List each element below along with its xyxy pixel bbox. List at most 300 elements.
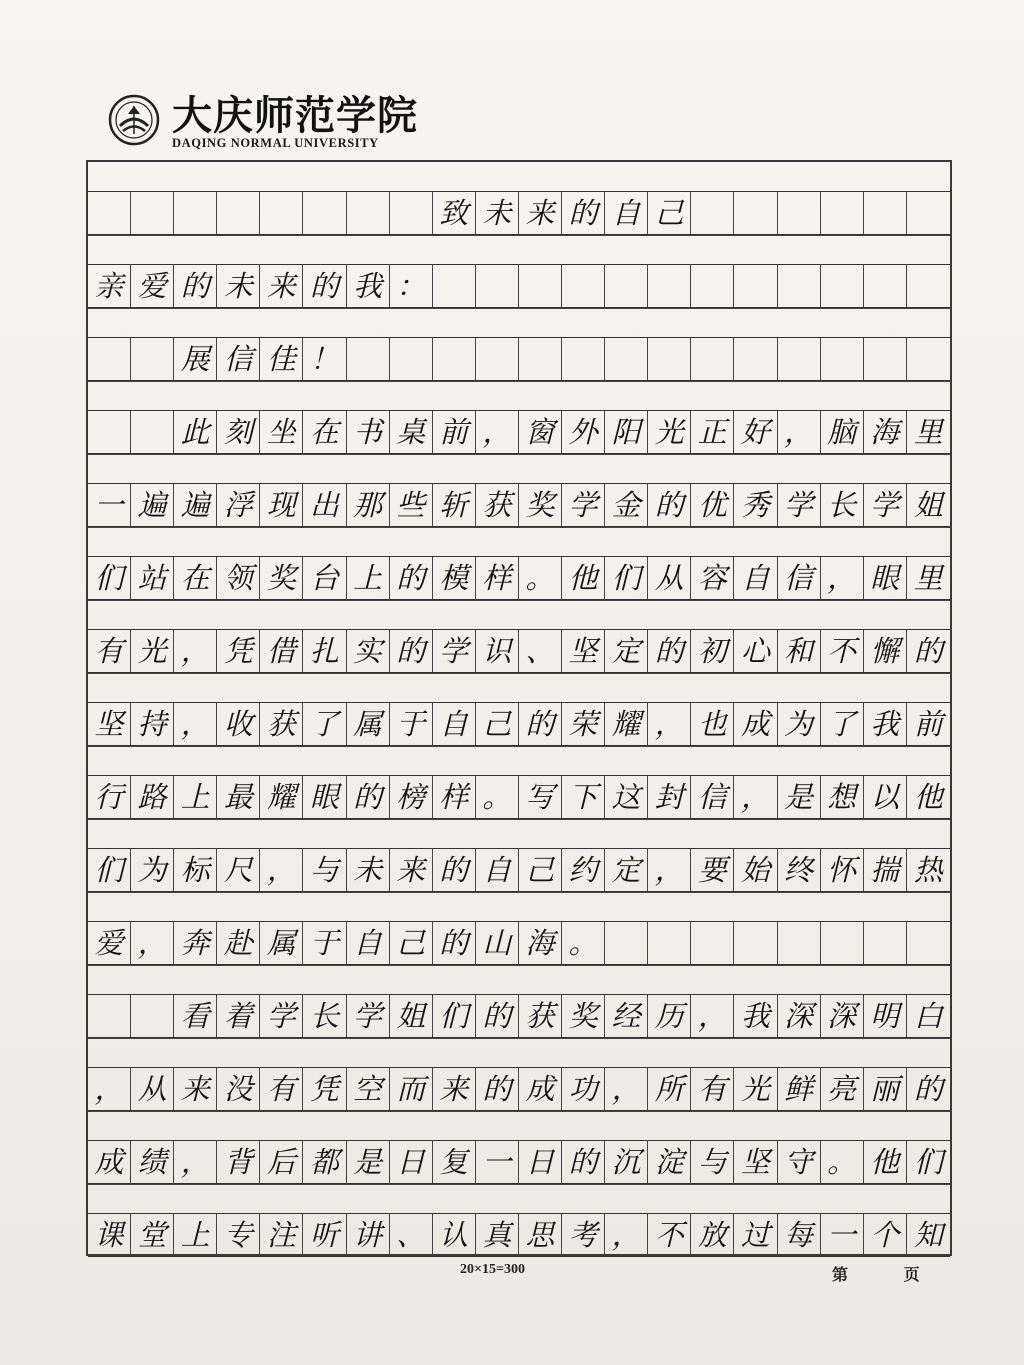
grid-cell: 的 (303, 265, 346, 307)
grid-cell: 是 (347, 1141, 390, 1183)
grid-cell: 榜 (390, 776, 433, 818)
grid-cell: 耀 (605, 703, 648, 745)
grid-cell: 初 (691, 630, 734, 672)
grid-row (88, 600, 950, 673)
grid-cell (691, 922, 734, 964)
grid-cell: 都 (303, 1141, 346, 1183)
grid-cell: 桌 (390, 411, 433, 453)
grid-cell: 信 (778, 557, 821, 599)
grid-cell: 的 (476, 1068, 519, 1110)
grid-cell: ， (821, 557, 864, 599)
grid-cell: 优 (691, 484, 734, 526)
grid-cell: 奖 (519, 484, 562, 526)
grid-cell: 空 (347, 1068, 390, 1110)
grid-cell: 怀 (821, 849, 864, 891)
grid-cell: 路 (131, 776, 174, 818)
grid-cell: 上 (174, 776, 217, 818)
grid-cell: ， (691, 995, 734, 1037)
grid-cell: 了 (303, 703, 346, 745)
grid-cell: ， (174, 1141, 217, 1183)
grid-cell: 的 (913, 633, 943, 668)
grid-cell: 看 (174, 995, 217, 1037)
grid-cell: 听 (303, 1214, 346, 1256)
grid-cell: 己 (648, 192, 691, 234)
grid-cell: 背 (217, 1141, 260, 1183)
grid-cell: 在 (303, 411, 346, 453)
grid-cell: 佳 (260, 338, 303, 380)
grid-cell: 所 (648, 1068, 691, 1110)
grid-cell: 斩 (433, 484, 476, 526)
grid-cell: 、 (390, 1214, 433, 1256)
grid-cell: 堂 (131, 1214, 174, 1256)
grid-cell (907, 265, 950, 307)
grid-cell: 也 (691, 703, 734, 745)
grid-cell (821, 338, 864, 380)
grid-cell: ！ (303, 338, 346, 380)
grid-cell: 遍 (174, 484, 217, 526)
grid-cell (390, 192, 433, 234)
grid-cell: 没 (217, 1068, 260, 1110)
grid-cell: 淀 (648, 1141, 691, 1183)
grid-row (88, 1184, 950, 1257)
grid-cell (390, 338, 433, 380)
grid-cell (605, 265, 648, 307)
row-cells (88, 775, 950, 819)
grid-cell: 热 (913, 852, 943, 887)
grid-cell: 定 (605, 849, 648, 891)
grid-cell: 来 (433, 1068, 476, 1110)
grid-cell: 个 (864, 1214, 907, 1256)
grid-cell (821, 265, 864, 307)
grid-row (88, 819, 950, 892)
grid-cell (347, 338, 390, 380)
grid-cell (131, 995, 174, 1037)
grid-cell: 学 (260, 995, 303, 1037)
grid-cell: 标 (174, 849, 217, 891)
grid-cell: ， (131, 922, 174, 964)
grid-cell: 姐 (913, 487, 943, 522)
grid-row (88, 892, 950, 965)
row-spacer (88, 746, 950, 775)
grid-cell: 自 (347, 922, 390, 964)
grid-cell: 讲 (347, 1214, 390, 1256)
row-cells (88, 191, 950, 235)
grid-cell (778, 265, 821, 307)
grid-cell: 长 (821, 484, 864, 526)
school-name-en: DAQING NORMAL UNIVERSITY (172, 136, 379, 150)
grid-cell: 一 (821, 1214, 864, 1256)
grid-cell: 在 (174, 557, 217, 599)
grid-cell (131, 192, 174, 234)
grid-cell: 鲜 (778, 1068, 821, 1110)
grid-cell: ， (648, 703, 691, 745)
grid-cell: 有 (88, 630, 131, 672)
grid-cell: 亮 (821, 1068, 864, 1110)
grid-cell: 放 (691, 1214, 734, 1256)
grid-cell: 实 (347, 630, 390, 672)
grid-cell: 约 (562, 849, 605, 891)
grid-cell (562, 338, 605, 380)
grid-cell: ， (260, 849, 303, 891)
grid-cell: 获 (519, 995, 562, 1037)
grid-row (88, 1111, 950, 1184)
grid-cell: 样 (476, 557, 519, 599)
grid-cell: 外 (562, 411, 605, 453)
page-number-label: 第 页 (832, 1265, 920, 1284)
grid-cell: 明 (864, 995, 907, 1037)
grid-cell (691, 192, 734, 234)
grid-cell: 属 (260, 922, 303, 964)
grid-cell: 里 (913, 414, 943, 449)
row-cells (88, 1067, 950, 1111)
grid-cell: 爱 (131, 265, 174, 307)
grid-cell: 海 (864, 411, 907, 453)
grid-cell: 我 (864, 703, 907, 745)
grid-cell: 懈 (864, 630, 907, 672)
grid-row (88, 965, 950, 1038)
grid-cell: 自 (476, 849, 519, 891)
grid-cell: 亲 (88, 265, 131, 307)
row-spacer (88, 1184, 950, 1213)
grid-cell: ， (174, 703, 217, 745)
grid-cell: 。 (519, 557, 562, 599)
grid-cell: 专 (217, 1214, 260, 1256)
grid-cell: 每 (778, 1214, 821, 1256)
grid-cell: 。 (821, 1141, 864, 1183)
grid-cell: 最 (217, 776, 260, 818)
grid-cell: 现 (260, 484, 303, 526)
grid-cell: 来 (519, 192, 562, 234)
grid-cell: 封 (648, 776, 691, 818)
grid-cell (217, 192, 260, 234)
row-cells (88, 702, 950, 746)
grid-cell: 获 (476, 484, 519, 526)
grid-row (88, 308, 950, 381)
grid-cell: 持 (131, 703, 174, 745)
grid-cell: 窗 (519, 411, 562, 453)
grid-cell: 姐 (390, 995, 433, 1037)
grid-cell: 刻 (217, 411, 260, 453)
grid-cell (88, 338, 131, 380)
grid-cell (88, 995, 131, 1037)
grid-cell: ， (734, 776, 777, 818)
grid-cell: 耀 (260, 776, 303, 818)
row-spacer (88, 308, 950, 337)
grid-cell: 那 (347, 484, 390, 526)
grid-cell (174, 192, 217, 234)
grid-cell: 想 (821, 776, 864, 818)
grid-cell: 收 (217, 703, 260, 745)
grid-cell: 一 (88, 484, 131, 526)
row-cells (88, 264, 950, 308)
grid-cell: 此 (174, 411, 217, 453)
grid-cell: 白 (913, 998, 943, 1033)
grid-cell (648, 338, 691, 380)
grid-cell: 学 (864, 484, 907, 526)
grid-cell (821, 192, 864, 234)
grid-cell: 浮 (217, 484, 260, 526)
grid-cell: 凭 (217, 630, 260, 672)
grid-cell (605, 922, 648, 964)
grid-cell: 始 (734, 849, 777, 891)
row-spacer (88, 819, 950, 848)
composition-grid (86, 160, 952, 1256)
row-spacer (88, 892, 950, 921)
grid-cell (347, 192, 390, 234)
grid-cell: 的 (433, 922, 476, 964)
grid-cell: 成 (519, 1068, 562, 1110)
grid-cell (907, 192, 950, 234)
grid-cell: 成 (88, 1141, 131, 1183)
grid-cell: ， (648, 849, 691, 891)
grid-cell: 考 (562, 1214, 605, 1256)
grid-cell: 注 (260, 1214, 303, 1256)
row-spacer (88, 454, 950, 483)
grid-cell: 有 (691, 1068, 734, 1110)
row-cells (88, 556, 950, 600)
grid-cell: 从 (131, 1068, 174, 1110)
grid-cell: 终 (778, 849, 821, 891)
grid-cell: 历 (648, 995, 691, 1037)
grid-cell: 信 (217, 338, 260, 380)
grid-cell (734, 338, 777, 380)
grid-cell: 己 (390, 922, 433, 964)
grid-cell: 丽 (864, 1068, 907, 1110)
grid-cell: ， (778, 411, 821, 453)
grid-cell: 上 (174, 1214, 217, 1256)
grid-cell: 着 (217, 995, 260, 1037)
grid-cell: 们 (88, 557, 131, 599)
row-cells (88, 483, 950, 527)
grid-cell: 的 (519, 703, 562, 745)
grid-cell: 的 (390, 630, 433, 672)
grid-row (88, 527, 950, 600)
row-spacer (88, 965, 950, 994)
grid-cell: 经 (605, 995, 648, 1037)
grid-cell (519, 265, 562, 307)
grid-cell: 一 (476, 1141, 519, 1183)
grid-cell (691, 338, 734, 380)
grid-cell: ： (390, 265, 433, 307)
row-cells (88, 1213, 950, 1257)
grid-cell (131, 338, 174, 380)
grid-cell: 借 (260, 630, 303, 672)
grid-cell: 守 (778, 1141, 821, 1183)
grid-cell (131, 411, 174, 453)
grid-cell: 识 (476, 630, 519, 672)
grid-cell (734, 922, 777, 964)
university-logo-icon (108, 94, 160, 146)
grid-cell: 我 (734, 995, 777, 1037)
grid-cell: 自 (734, 557, 777, 599)
grid-cell (864, 338, 907, 380)
grid-cell: 正 (691, 411, 734, 453)
grid-cell: 定 (605, 630, 648, 672)
row-spacer (88, 235, 950, 264)
grid-cell (433, 338, 476, 380)
grid-cell: 写 (519, 776, 562, 818)
grid-cell: 坚 (734, 1141, 777, 1183)
grid-cell: 坚 (562, 630, 605, 672)
grid-cell: 的 (562, 192, 605, 234)
grid-cell: 日 (390, 1141, 433, 1183)
grid-cell: 他 (913, 779, 943, 814)
grid-cell: 自 (433, 703, 476, 745)
grid-cell: 有 (260, 1068, 303, 1110)
grid-cell: 获 (260, 703, 303, 745)
grid-cell: 是 (778, 776, 821, 818)
row-cells (88, 629, 950, 673)
grid-cell: 、 (519, 630, 562, 672)
school-name-cn: 大庆师范学院 (172, 92, 418, 139)
grid-cell: 荣 (562, 703, 605, 745)
grid-cell: 复 (433, 1141, 476, 1183)
grid-cell: 他 (864, 1141, 907, 1183)
grid-row (88, 381, 950, 454)
grid-cell: 的 (433, 849, 476, 891)
row-spacer (88, 673, 950, 702)
grid-row (88, 1038, 950, 1111)
grid-cell (691, 265, 734, 307)
grid-cell: 成 (734, 703, 777, 745)
grid-cell: 深 (821, 995, 864, 1037)
grid-cell (476, 338, 519, 380)
grid-cell: 未 (476, 192, 519, 234)
grid-cell: 己 (476, 703, 519, 745)
grid-cell: 阳 (605, 411, 648, 453)
grid-cell: 我 (347, 265, 390, 307)
grid-cell: 功 (562, 1068, 605, 1110)
grid-cell: 课 (88, 1214, 131, 1256)
grid-cell: 揣 (864, 849, 907, 891)
row-cells (88, 1140, 950, 1184)
row-spacer (88, 527, 950, 556)
grid-cell: 凭 (303, 1068, 346, 1110)
grid-cell: 心 (734, 630, 777, 672)
grid-cell: 眼 (303, 776, 346, 818)
grid-cell: 书 (347, 411, 390, 453)
grid-cell: 坚 (88, 703, 131, 745)
grid-cell: 沉 (605, 1141, 648, 1183)
grid-cell (476, 265, 519, 307)
grid-cell: 样 (433, 776, 476, 818)
row-spacer (88, 600, 950, 629)
grid-row (88, 454, 950, 527)
grid-cell: 些 (390, 484, 433, 526)
grid-cell: 于 (390, 703, 433, 745)
row-cells (88, 921, 950, 965)
grid-cell: 出 (303, 484, 346, 526)
grid-cell: 信 (691, 776, 734, 818)
grid-cell (778, 922, 821, 964)
grid-cell: 奖 (562, 995, 605, 1037)
grid-cell: 爱 (88, 922, 131, 964)
grid-cell: ， (88, 1068, 131, 1110)
grid-cell: 与 (303, 849, 346, 891)
grid-cell: 为 (778, 703, 821, 745)
letterhead (108, 80, 528, 160)
grid-cell: 领 (217, 557, 260, 599)
grid-cell: 学 (433, 630, 476, 672)
grid-row (88, 162, 950, 235)
grid-cell: 金 (605, 484, 648, 526)
grid-cell: 山 (476, 922, 519, 964)
grid-cell: 知 (913, 1217, 943, 1252)
grid-cell: 光 (648, 411, 691, 453)
grid-cell: 属 (347, 703, 390, 745)
grid-cell: 不 (821, 630, 864, 672)
grid-cell: 以 (864, 776, 907, 818)
row-spacer (88, 381, 950, 410)
grid-cell: 行 (88, 776, 131, 818)
grid-cell: 光 (734, 1068, 777, 1110)
row-spacer (88, 1038, 950, 1067)
grid-cell: 前 (913, 706, 943, 741)
row-cells (88, 994, 950, 1038)
grid-cell: 们 (88, 849, 131, 891)
grid-cell: 坐 (260, 411, 303, 453)
grid-cell: 学 (562, 484, 605, 526)
grid-cell: 台 (303, 557, 346, 599)
grid-cell: 好 (734, 411, 777, 453)
grid-cell: 未 (217, 265, 260, 307)
grid-cell: 自 (605, 192, 648, 234)
grid-cell (734, 265, 777, 307)
grid-cell: 了 (821, 703, 864, 745)
grid-cell: ， (605, 1068, 648, 1110)
grid-cell (605, 338, 648, 380)
grid-cell: 从 (648, 557, 691, 599)
grid-cell (907, 338, 950, 380)
grid-cell: 扎 (303, 630, 346, 672)
grid-cell: 要 (691, 849, 734, 891)
grid-cell (821, 922, 864, 964)
grid-cell (562, 265, 605, 307)
grid-cell: 模 (433, 557, 476, 599)
grid-cell (88, 411, 131, 453)
grid-cell (433, 265, 476, 307)
grid-cell (864, 265, 907, 307)
grid-cell: 的 (648, 630, 691, 672)
grid-cell: 而 (390, 1068, 433, 1110)
grid-cell: 眼 (864, 557, 907, 599)
grid-cell (648, 922, 691, 964)
grid-cell: 的 (174, 265, 217, 307)
grid-cell: 与 (691, 1141, 734, 1183)
grid-cell: 下 (562, 776, 605, 818)
grid-cell: 来 (390, 849, 433, 891)
grid-cell: 真 (476, 1214, 519, 1256)
grid-cell: 里 (913, 560, 943, 595)
grid-cell: 和 (778, 630, 821, 672)
grid-cell: 秀 (734, 484, 777, 526)
grid-cell: 学 (347, 995, 390, 1037)
grid-cell (864, 922, 907, 964)
grid-cell: 站 (131, 557, 174, 599)
grid-cell: 们 (433, 995, 476, 1037)
grid-cell (88, 192, 131, 234)
grid-cell: 的 (347, 776, 390, 818)
grid-cell: 过 (734, 1214, 777, 1256)
grid-cell: 他 (562, 557, 605, 599)
grid-cell (864, 192, 907, 234)
grid-cell: 前 (433, 411, 476, 453)
grid-cell: 的 (562, 1141, 605, 1183)
row-spacer (88, 162, 950, 191)
grid-cell: 绩 (131, 1141, 174, 1183)
row-cells (88, 410, 950, 454)
grid-cell: ， (476, 411, 519, 453)
